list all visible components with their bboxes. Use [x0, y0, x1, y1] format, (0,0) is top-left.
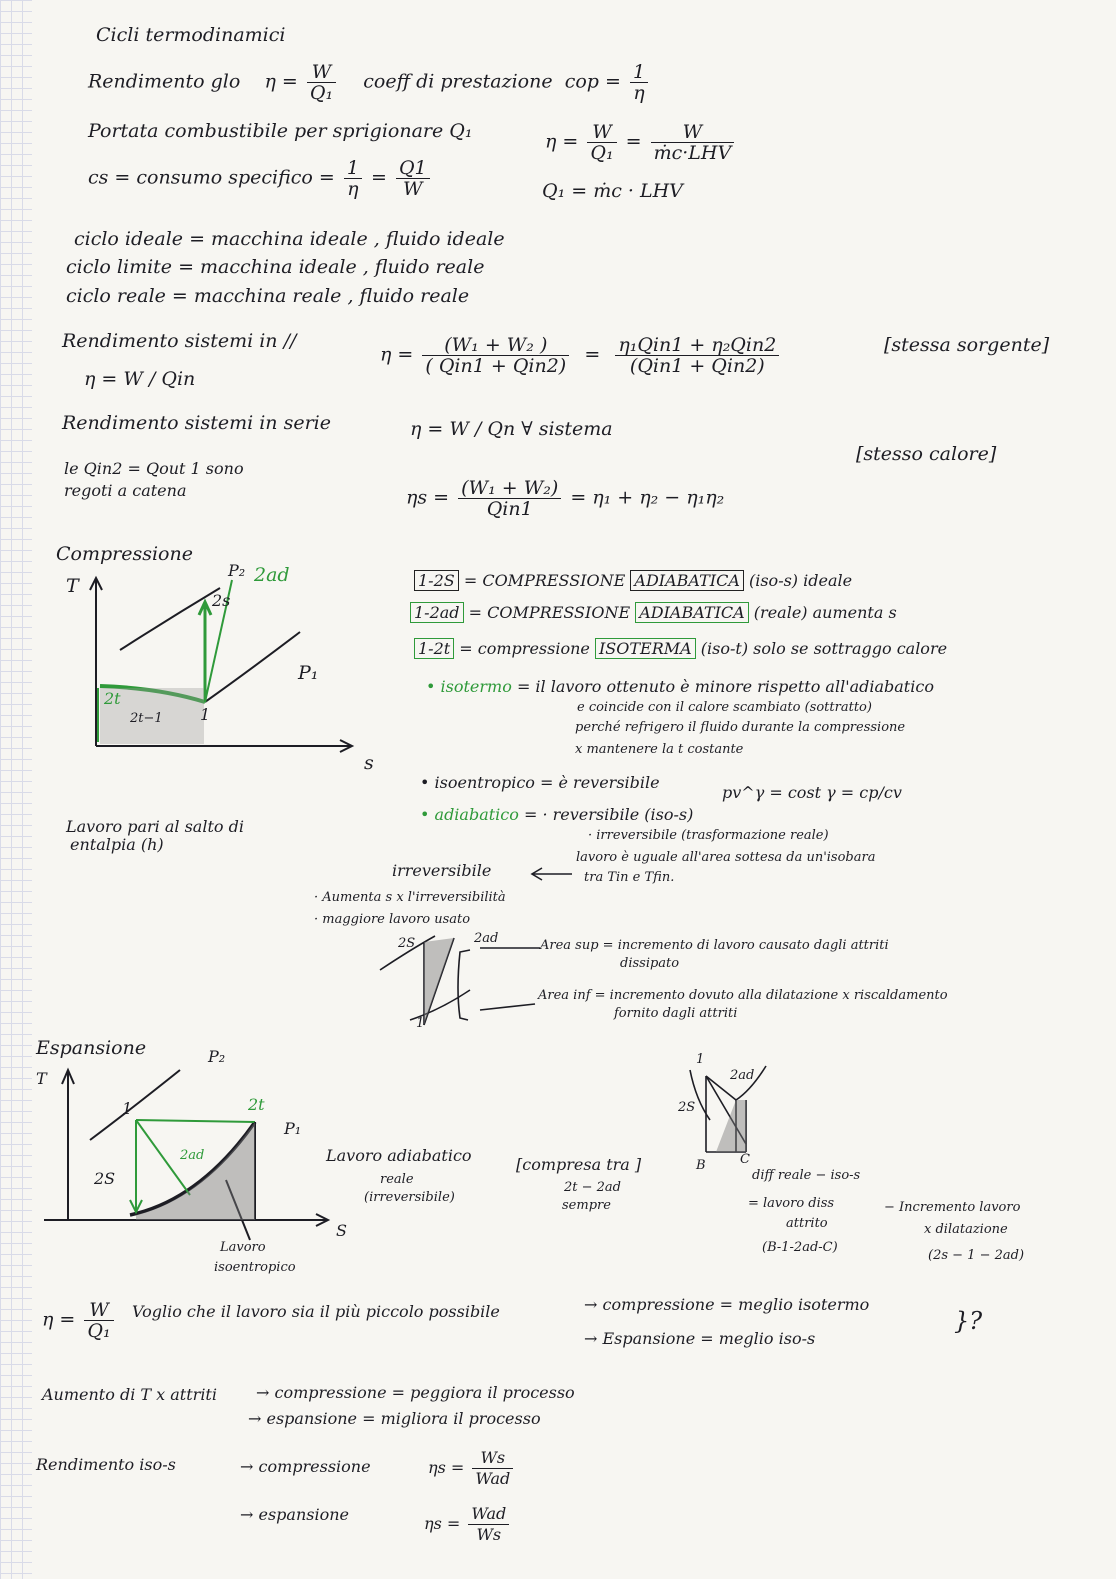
irr-note-2: tra Tin e Tfin.	[584, 870, 675, 885]
question-brace: }?	[954, 1307, 983, 1335]
isotermo-l4: x mantenere la t costante	[575, 742, 744, 757]
esp-mini-1: 1	[696, 1052, 705, 1067]
comp-p1-label: P₁	[298, 662, 319, 684]
consumo-specifico: cs = consumo specifico = $\frac{1}{\eta}$ = $\frac{Q1}{W}$	[88, 158, 433, 199]
aumento-T: Aumento di T x attriti	[42, 1385, 217, 1404]
incr-1: − Incremento lavoro	[884, 1200, 1021, 1215]
comp-p2-label: P₂	[228, 561, 246, 580]
lav-ad-1: Lavoro adiabatico	[326, 1146, 472, 1165]
lav-iso-1: Lavoro	[220, 1240, 266, 1255]
rend-iso-comp: → compressione	[240, 1457, 371, 1476]
notebook-margin-grid	[0, 0, 32, 1579]
rend-iso-esp-formula: ηs = $\frac{\text{Wad}}{Ws}$	[424, 1504, 512, 1545]
catena-l2: regoti a catena	[64, 481, 187, 500]
meglio-isotermo: → compressione = meglio isotermo	[584, 1295, 870, 1314]
adiabatico-l2: · irreversibile (trasformazione reale)	[588, 828, 829, 843]
espansione-heading: Espansione	[36, 1037, 147, 1059]
compresa-2: 2t − 2ad	[564, 1180, 621, 1195]
isoentropico-formula: pv^γ = cost γ = cp/cv	[722, 783, 902, 802]
rendimento-globale: Rendimento glo η = $\frac{W}{\text{Q₁}}$ coeff di prestazione cop = $\frac{1}{\eta}$	[88, 62, 651, 103]
diff-4: (B-1-2ad-C)	[762, 1240, 838, 1255]
ciclo-ideale: ciclo ideale = macchina ideale , fluido ideale	[74, 228, 505, 250]
stesso-calore-note: [stesso calore]	[856, 443, 997, 465]
esp-1-label: 1	[122, 1099, 133, 1118]
portata-combustibile: Portata combustibile per sprigionare Q₁	[88, 120, 473, 142]
comp-caption-2: entalpia (h)	[70, 835, 164, 854]
rend-iso-esp: → espansione	[240, 1505, 349, 1524]
rendimento-iso-s: Rendimento iso-s	[36, 1455, 176, 1474]
mini-2s: 2S	[398, 936, 416, 951]
irreversibile-label: irreversibile	[392, 861, 492, 880]
ciclo-reale: ciclo reale = macchina reale , fluido reale	[66, 285, 470, 307]
comp-2t-label: 2t	[104, 689, 121, 708]
def-1-2t: 1-2t = compressione ISOTERMA (iso-t) solo se sottraggo calore	[414, 640, 947, 658]
eta-formula-lhv: η = $\frac{W}{\text{Q₁}}$ = $\frac{W}{\text{ṁc·LHV}}$	[545, 122, 737, 163]
diff-3: attrito	[786, 1216, 828, 1231]
incr-3: (2s − 1 − 2ad)	[928, 1248, 1025, 1263]
esp-2s-label: 2S	[94, 1169, 116, 1188]
irr-bullet-2: · maggiore lavoro usato	[314, 912, 471, 927]
compressione-heading: Compressione	[56, 543, 193, 565]
lav-ad-2: reale	[380, 1172, 414, 1187]
mini-2ad: 2ad	[474, 931, 499, 946]
aumento-esp: → espansione = migliora il processo	[248, 1409, 541, 1428]
area-sup-1: Area sup = incremento di lavoro causato dagli attriti	[540, 938, 889, 953]
esp-2t-label: 2t	[248, 1095, 265, 1114]
area-inf-2: fornito dagli attriti	[614, 1006, 738, 1021]
eta-serie-formula: ηs = $\frac{\text{(W₁ + W₂)}}{\text{Qin1}}$ = η₁ + η₂ − η₁η₂	[406, 477, 725, 520]
comp-caption-1: Lavoro pari al salto di	[66, 817, 244, 836]
diff-2: = lavoro diss	[748, 1196, 835, 1211]
q1-formula: Q₁ = ṁc · LHV	[542, 180, 683, 202]
irr-bullet-1: · Aumenta s x l'irreversibilità	[314, 890, 506, 905]
stessa-sorgente-note: [stessa sorgente]	[884, 334, 1050, 356]
comp-axis-s: s	[364, 752, 374, 774]
eta-serie-each: η = W / Qn ∀ sistema	[410, 418, 613, 440]
esp-mini-B: B	[696, 1158, 706, 1173]
rendimento-serie: Rendimento sistemi in serie	[62, 412, 331, 434]
area-sup-2: dissipato	[620, 956, 680, 971]
ciclo-limite: ciclo limite = macchina ideale , fluido reale	[66, 256, 485, 278]
catena-l1: le Qin2 = Qout 1 sono	[64, 459, 244, 478]
meglio-iso-s: → Espansione = meglio iso-s	[584, 1329, 816, 1348]
voglio-lavoro: Voglio che il lavoro sia il più piccolo possibile	[132, 1302, 500, 1321]
isotermo-l2: e coincide con il calore scambiato (sottratto)	[577, 700, 872, 715]
lav-ad-3: (irreversibile)	[364, 1190, 455, 1205]
diff-1: diff reale − iso-s	[752, 1168, 861, 1183]
esp-p1-label: P₁	[284, 1119, 302, 1138]
def-1-2s: 1-2S = COMPRESSIONE ADIABATICA (iso-s) ideale	[414, 572, 852, 590]
irr-note-1: lavoro è uguale all'area sottesa da un'isobara	[576, 850, 876, 865]
adiabatico-note: • adiabatico = · reversibile (iso-s)	[420, 805, 694, 824]
page-title: Cicli termodinamici	[96, 24, 286, 46]
irreversibile-arrow	[528, 866, 574, 882]
rend-iso-comp-formula: ηs = $\frac{Ws}{\text{Wad}}$	[428, 1448, 516, 1489]
compresa-3: sempre	[562, 1198, 611, 1213]
esp-2ad-label: 2ad	[180, 1148, 205, 1163]
def-1-2ad: 1-2ad = COMPRESSIONE ADIABATICA (reale) aumenta s	[410, 604, 897, 622]
comp-axis-T: T	[66, 575, 79, 597]
eta-parallelo-sub: η = W / Qin	[84, 368, 196, 390]
esp-mini-2s: 2S	[678, 1100, 696, 1115]
eta-parallelo-formula: η = $\frac{\text{(W₁ + W₂ )}}{\text{( Qin1 + Qin2)}}$ = $\frac{\text{η₁Qin1 + η₂Qin2}}{\text{(Qin1 + Qin2)}}$	[380, 335, 782, 376]
comp-area-label: 2t−1	[130, 711, 163, 726]
incr-2: x dilatazione	[924, 1222, 1008, 1237]
esp-axis-T: T	[36, 1069, 47, 1088]
isotermo-l3: perché refrigero il fluido durante la compressione	[575, 720, 906, 735]
esp-axis-s: S	[336, 1221, 347, 1240]
comp-2s-label: 2s	[212, 591, 231, 610]
mini-1: 1	[416, 1016, 425, 1031]
rendimento-parallelo: Rendimento sistemi in //	[62, 330, 297, 352]
area-inf-1: Area inf = incremento dovuto alla dilatazione x riscaldamento	[538, 988, 948, 1003]
isotermo-note: • isotermo = il lavoro ottenuto è minore rispetto all'adiabatico	[426, 677, 934, 696]
compresa-1: [compresa tra ]	[516, 1155, 642, 1174]
esp-p2-label: P₂	[208, 1047, 226, 1066]
esp-mini-C: C	[740, 1152, 750, 1167]
esp-mini-2ad: 2ad	[730, 1068, 755, 1083]
aumento-comp: → compressione = peggiora il processo	[256, 1383, 575, 1402]
isoentropico-note: • isoentropico = è reversibile	[420, 773, 660, 792]
comp-2ad-label: 2ad	[254, 564, 290, 586]
lav-iso-2: isoentropico	[214, 1260, 296, 1275]
eta-end-formula: η = $\frac{W}{\text{Q₁}}$	[42, 1300, 117, 1341]
comp-1-label: 1	[200, 705, 211, 724]
